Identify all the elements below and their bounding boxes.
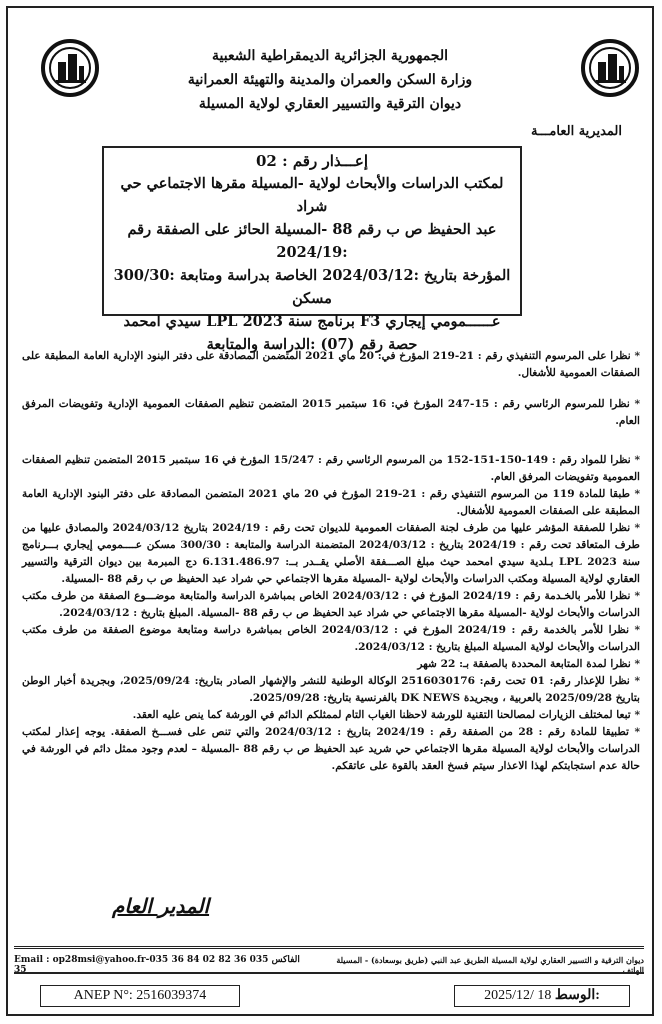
- clause-paragraph: * نظرا للمواد رقم : 149-150-151-152 من المرسوم الرئاسي رقم : 15/247 المؤرخ في 16 سبتمبر 2015 المتضمن تنظيم الصفقات العمومية وتفويضات المرفق العام.: [22, 454, 640, 483]
- clause-paragraph: * طبقا للمادة 119 من المرسوم التنفيذي رقم : 21-219 المؤرخ في 20 ماي 2021 المتضمن المصادقة على دفتر البنود الإدارية العامة المطبقة على الصفقات العمومية للأشغال.: [22, 488, 640, 517]
- newspaper-label: الوسط:: [554, 988, 600, 1003]
- signature-title: المدير العام: [112, 894, 210, 918]
- clause-paragraph: * نظرا لمدة المتابعة المحددة بالصفقة بـ: 22 شهر: [417, 658, 640, 670]
- notice-title-box: [102, 146, 522, 353]
- clause-paragraph: * نظرا للأمر بالخـدمة رقم : 2024/19 المؤرخ في : 2024/03/12 الخاص بمباشرة الدراسة والمتابعة موضـــوع الصفقة من طرف مكتب الدراسات والأبحاث لولاية -المسيلة مقرها الاجتماعي حي شراد عبد الحفيظ ص ب رقم 88 -المسيلة. المبلغ بتاريخ : 2024/03/12.: [22, 590, 640, 619]
- clause-paragraph: * تطبيقا للمادة رقم : 28 من الصفقة رقم : 2024/19 بتاريخ : 2024/03/12 والتي تنص على فســـخ الصفقة. يوجه إعذار لمكتب الدراسات والأبحاث لولاية المسيلة مقرها الاجتماعي حي شريد عبد الحفيظ ص ب رقم 88 -المسيلة – لعدم وجود ممثل دائم في الورشة في حالة عدم استجابتكم لهذا الاعذار سيتم فسخ العقد بالقوة على عاتقكم.: [22, 726, 640, 772]
- department-label: المديرية العامـــة: [531, 124, 622, 139]
- notice-line: المؤرخة بتاريخ :2024/03/12 الخاصة بدراسة ومتابعة :300/30 مسكن: [113, 267, 511, 307]
- footer-divider: [14, 972, 644, 974]
- clause-paragraph: * نظرا للإعذار رقم: 01 تحت رقم: 2516030176 الوكالة الوطنية للنشر والإشهار الصادر بتاريخ: 2025/09/24، وبجريدة أخبار الوطن بتاريخ 2025/09/28 بالعربية ، وبجريدة DK NEWS بالفرنسية بتاريخ: 2025/09/28.: [22, 675, 640, 704]
- office-heading: ديوان الترقية والتسيير العقاري لولاية المسيلة: [198, 96, 462, 112]
- office-logo-icon: [580, 38, 640, 98]
- footer-divider: [14, 946, 644, 949]
- clause-paragraph: * تبعا لمختلف الزيارات لمصالحنا التقنية للورشة لاحظنا الغياب التام لممثلكم الدائم في الورشة كما ينص عليه العقد.: [132, 709, 640, 721]
- notice-number: إعـــذار رقم : 02: [255, 152, 369, 170]
- clause-paragraph: * نظرا للأمر بالخدمة رقم : 2024/19 المؤرخ في : 2024/03/12 الخاص بمباشرة دراسة ومتابعة موضوع الصفقة من طرف مكتب الدراسات والأبحاث لولاية المسيلة المبلغ بتاريخ : 2024/03/12.: [22, 624, 640, 653]
- ministry-heading: وزارة السكن والعمران والمدينة والتهيئة العمرانية: [187, 72, 473, 88]
- clauses-block: [22, 452, 640, 775]
- footer-contact: Email : op28msi@yahoo.fr-035 36 84 02 الفاكس 035 36 82 35: [14, 955, 300, 975]
- anep-number: ANEP N°: 2516039374: [40, 985, 240, 1007]
- clause-paragraph: * نظرا للمرسوم الرئاسي رقم : 15-247 المؤرخ في: 16 سبتمبر 2015 المتضمن تنظيم الصفقات العمومية الإدارية وتفويضات المرفق العام.: [22, 398, 641, 427]
- notice-line: حصة رقم (07) :الدراسة والمتابعة: [206, 336, 418, 353]
- notice-line: عبد الحفيظ ص ب رقم 88 -المسيلة الحائز على الصفقة رقم :2024/19: [127, 221, 497, 261]
- notice-line: لمكتب الدراسات والأبحاث لولاية -المسيلة مقرها الاجتماعي حي شراد: [120, 175, 504, 215]
- clause-paragraph: * نظرا للصفقة المؤشر عليها من طرف لجنة الصفقات العمومية للديوان تحت رقم : 2024/19 بتاريخ 2024/03/12 والمصادق عليها من طرف المتعاقد تحت رقم : 2024/19 بتاريخ : 2024/03/12 المتضمنة الدراسة والمتابعة : 300/30 مسكن عــــمومي إيجاري بـــرنامج سنة 2023 LPL بـلدية سيدي امحمد حيث مبلغ الصـــفقة الأصلي يقــدر بــ: 6.131.486.97 دج المبرمة بين ديوان الترقية والتسيير العقاري لولاية المسيلة ومكتب الدراسات والأبحاث لولاية -المسيلة مقرها الاجتماعي حي شراد عبد الحفيظ ص ب رقم 88 -المسيلة.: [22, 522, 641, 585]
- clause-paragraph: * نظرا على المرسوم التنفيذي رقم : 21-219 المؤرخ في: 20 ماي 2021 المتضمن المصادقة على دفتر البنود الإدارية العامة المطبقة على الصفقات العمومية للأشغال.: [22, 350, 641, 379]
- republic-heading: الجمهورية الجزائرية الديمقراطية الشعبية: [211, 48, 448, 64]
- notice-line: عــــــمومي إيجاري F3 برنامج سنة 2023 LPL سيدي امحمد: [123, 313, 501, 330]
- footer-address: ديوان الترقية و التسيير العقاري لولاية المسيلة الطريق عبد النبي (طريق بوسعادة) - المسيلة الهاتف: [336, 955, 644, 975]
- office-logo-icon: [40, 38, 100, 98]
- newspaper-date: 2025/12/ 18: [484, 988, 552, 1003]
- newspaper-date-box: [454, 985, 630, 1007]
